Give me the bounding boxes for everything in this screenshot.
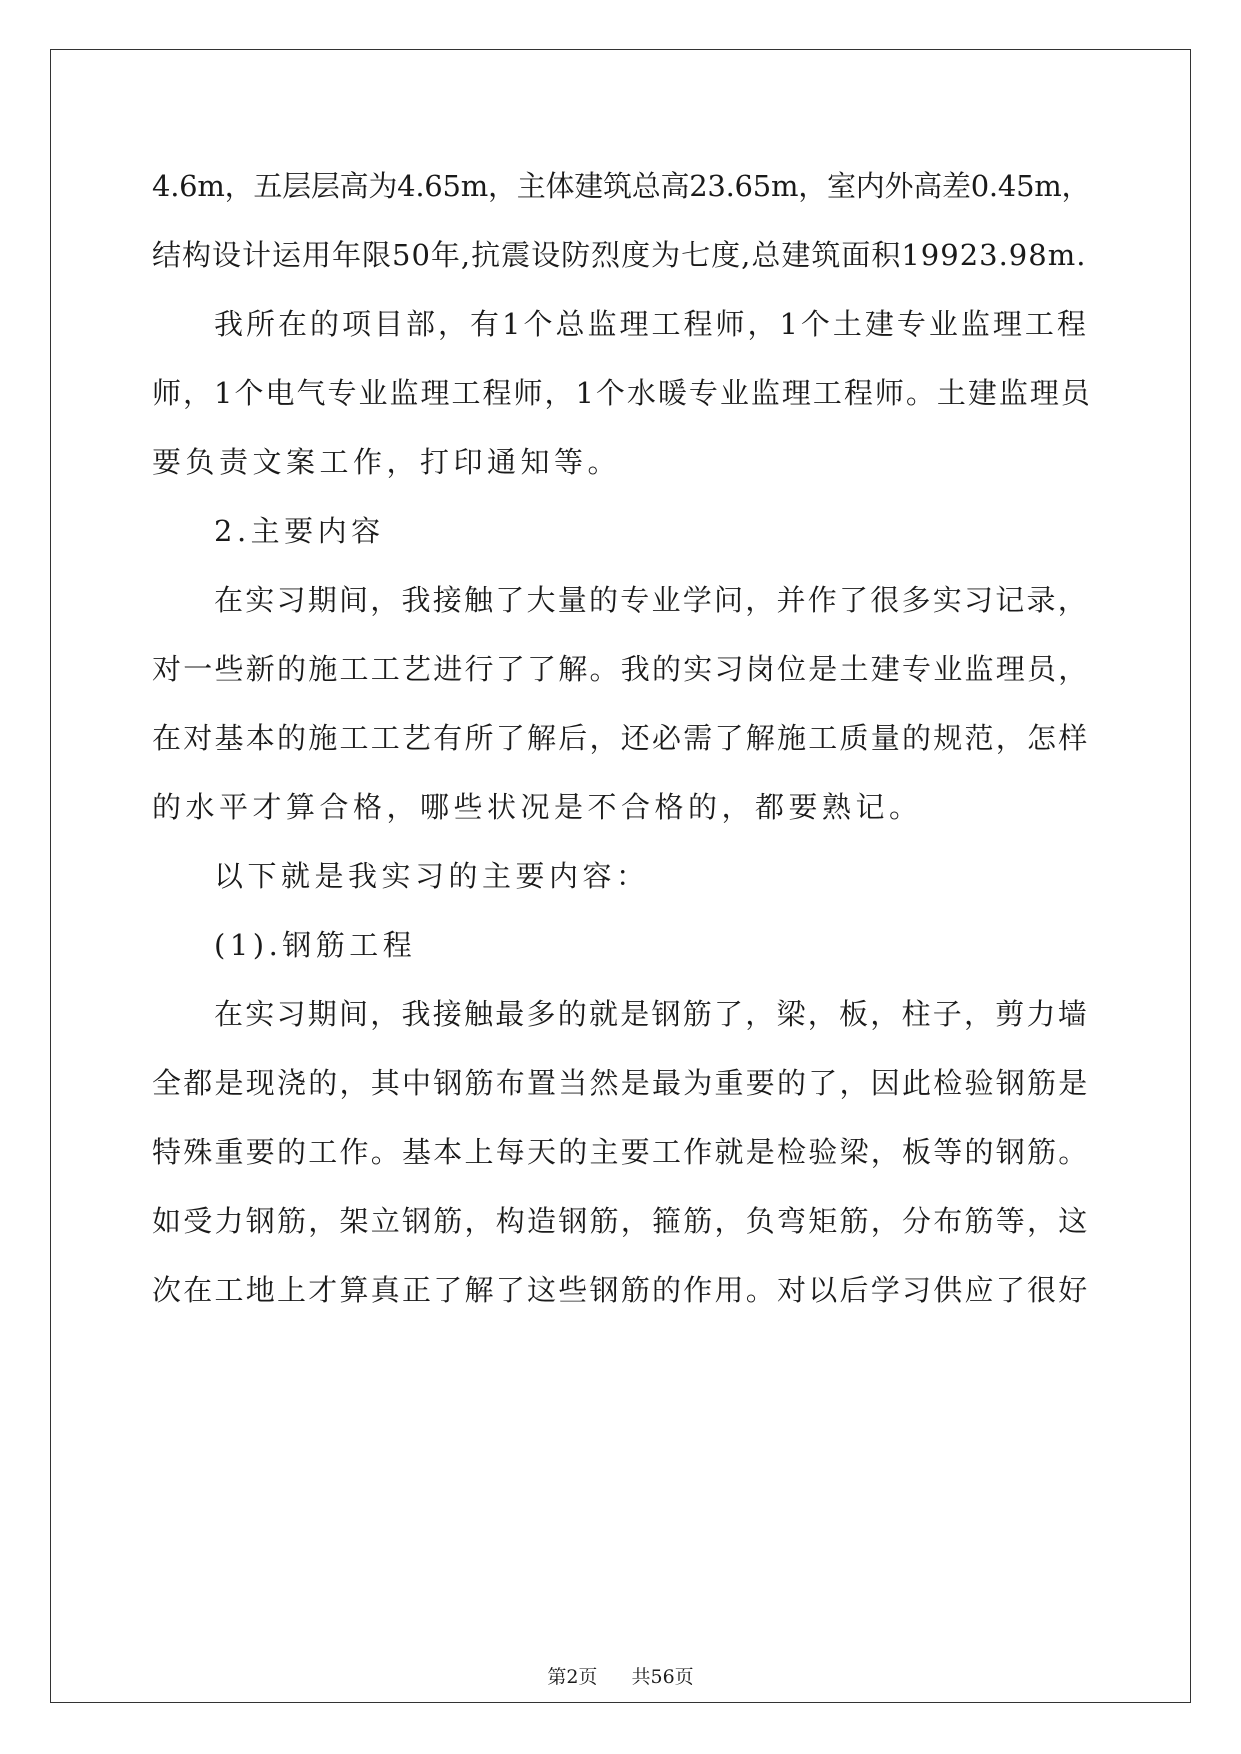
text-line: 结构设计运用年限50年,抗震设防烈度为七度,总建筑面积19923.98m. <box>152 238 1087 272</box>
text-line: 全都是现浇的，其中钢筋布置当然是最为重要的了，因此检验钢筋是 <box>152 1066 1090 1100</box>
text-line: 对一些新的施工工艺进行了了解。我的实习岗位是土建专业监理员， <box>152 652 1090 686</box>
text-line: 特殊重要的工作。基本上每天的主要工作就是检验梁，板等的钢筋。 <box>152 1135 1090 1169</box>
text-line: 在对基本的施工工艺有所了解后，还必需了解施工质量的规范，怎样 <box>152 721 1090 755</box>
text-line: 要负责文案工作，打印通知等。 <box>152 445 622 479</box>
text-line: 4.6m，五层层高为4.65m，主体建筑总高23.65m，室内外高差0.45m， <box>152 169 1091 203</box>
paragraph-start-line: 在实习期间，我接触了大量的专业学问，并作了很多实习记录， <box>214 583 1090 617</box>
page-number: 第2页 <box>547 1666 598 1688</box>
subsection-heading: (1).钢筋工程 <box>214 928 417 962</box>
text-line: 如受力钢筋，架立钢筋，构造钢筋，箍筋，负弯矩筋，分布筋等，这 <box>152 1204 1090 1238</box>
paragraph-start-line: 在实习期间，我接触最多的就是钢筋了，梁，板，柱子，剪力墙 <box>214 997 1090 1031</box>
section-heading: 2.主要内容 <box>214 514 385 548</box>
page-total: 共56页 <box>631 1666 694 1688</box>
page-footer <box>0 1662 1241 1689</box>
text-line: 师，1个电气专业监理工程师，1个水暖专业监理工程师。土建监理员 <box>152 376 1092 410</box>
paragraph-start-line: 以下就是我实习的主要内容： <box>214 859 650 893</box>
text-line: 的水平才算合格，哪些状况是不合格的，都要熟记。 <box>152 790 923 824</box>
text-line: 次在工地上才算真正了解了这些钢筋的作用。对以后学习供应了很好 <box>152 1273 1090 1307</box>
paragraph-start-line: 我所在的项目部，有1个总监理工程师，1个土建专业监理工程 <box>214 307 1089 341</box>
